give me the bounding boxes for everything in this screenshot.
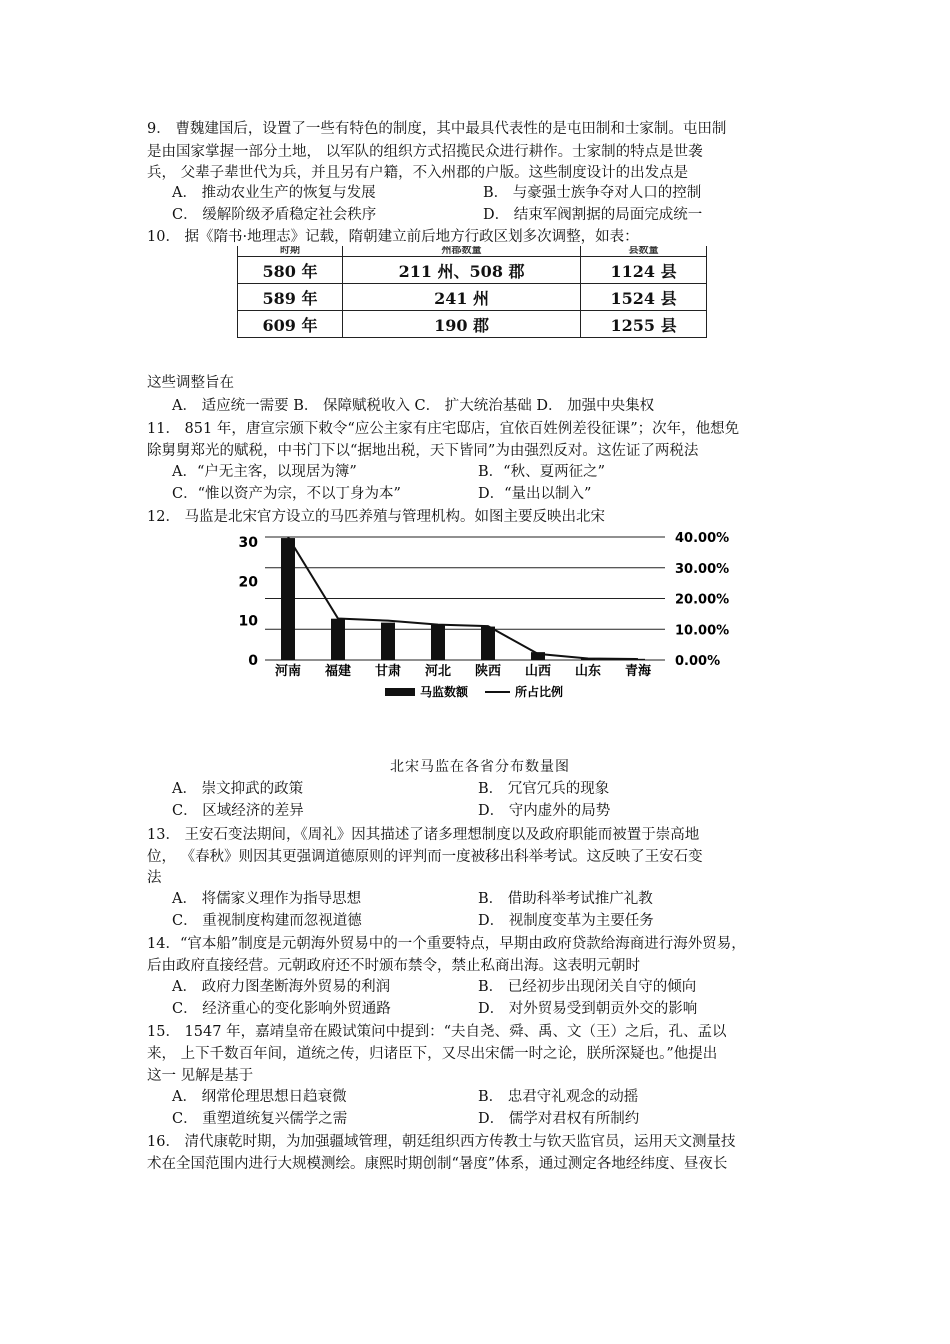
x-tick-label: 河南	[274, 664, 302, 679]
table-cell: 211 州、508 郡	[343, 257, 581, 284]
q15-option-b[interactable]: B． 忠君守礼观念的动摇	[478, 1089, 639, 1105]
y-right-tick-label: 40.00%	[675, 531, 730, 546]
y-left-tick-label: 0	[248, 653, 258, 669]
y-left-tick-label: 20	[238, 574, 258, 591]
q9-line-2: 是由国家掌握一部分土地， 以军队的组织方式招揽民众进行耕作。士家制的特点是世袭	[147, 144, 703, 160]
q15-option-c[interactable]: C． 重塑道统复兴儒学之需	[172, 1111, 348, 1127]
table-cell: 1255 县	[581, 311, 707, 338]
q13-line-2: 位， 《春秋》则因其更强调道德原则的评判而一度被移出科举考试。这反映了王安石变	[147, 849, 703, 865]
q12-option-c[interactable]: C． 区域经济的差异	[172, 803, 304, 819]
y-right-tick-label: 10.00%	[675, 623, 730, 639]
q10-line: 10． 据《隋书·地理志》记载，隋朝建立前后地方行政区划多次调整，如表：	[147, 229, 639, 245]
table-cell: 190 郡	[343, 311, 581, 338]
table-cell: 589 年	[238, 284, 343, 311]
chart-x-labels	[275, 663, 652, 679]
chart-bar	[281, 538, 295, 660]
q13-option-a[interactable]: A． 将儒家义理作为指导思想	[172, 891, 362, 907]
q15-line-3: 这一 见解是基于	[147, 1068, 254, 1084]
q11-option-d[interactable]: D．“量出以制入”	[478, 486, 592, 502]
q10-table	[237, 246, 707, 338]
chart-y-right-labels	[675, 531, 729, 669]
q9-line-3: 兵， 父辈子辈世代为兵，并且另有户籍，不入州郡的户版。这些制度设计的出发点是	[147, 165, 689, 181]
q11-line-1: 11． 851 年，唐宣宗颁下敕令“应公主家有庄宅邸店，宜依百姓例差役征课”；次年，他想免	[147, 421, 740, 437]
x-tick-label: 山东	[574, 664, 602, 679]
chart-bar	[381, 623, 395, 660]
q13-option-d[interactable]: D． 视制度变革为主要任务	[478, 913, 654, 929]
q14-line-2: 后由政府直接经营。元朝政府还不时颁布禁令，禁止私商出海。这表明元朝时	[147, 958, 640, 974]
table-cell: 580 年	[238, 257, 343, 284]
q16-line-1: 16． 清代康乾时期，为加强疆域管理，朝廷组织西方传教士与钦天监官员，运用天文测量技	[147, 1134, 736, 1150]
legend-line-label: 所占比例	[515, 685, 564, 699]
y-right-tick-label: 30.00%	[675, 561, 730, 577]
y-right-tick-label: 0.00%	[675, 654, 721, 669]
q12-option-a[interactable]: A． 崇文抑武的政策	[172, 781, 304, 797]
q14-option-a[interactable]: A． 政府力图垄断海外贸易的利润	[172, 979, 391, 995]
table-row	[238, 257, 707, 284]
q13-option-c[interactable]: C． 重视制度构建而忽视道德	[172, 913, 362, 929]
q13-line-1: 13． 王安石变法期间，《周礼》因其描述了诸多理想制度以及政府职能而被置于崇高地	[147, 827, 700, 843]
q12-chart	[230, 525, 730, 710]
x-tick-label: 甘肃	[374, 664, 402, 679]
table-header-row	[238, 246, 707, 257]
q14-option-c[interactable]: C． 经济重心的变化影响外贸通路	[172, 1001, 391, 1017]
table-header-cell: 县数量	[581, 246, 707, 257]
chart-caption: 北宋马监在各省分布数量图	[390, 759, 570, 775]
q10-options[interactable]: A． 适应统一需要 B． 保障赋税收入 C． 扩大统治基础 D． 加强中央集权	[172, 398, 655, 414]
q9-option-d[interactable]: D． 结束军阀割据的局面完成统一	[483, 207, 703, 223]
q9-option-c[interactable]: C． 缓解阶级矛盾稳定社会秩序	[172, 207, 377, 223]
table-row	[238, 284, 707, 311]
q11-option-c[interactable]: C．“惟以资产为宗，不以丁身为本”	[172, 486, 401, 502]
legend-bar-label: 马监数额	[420, 685, 469, 699]
table-cell: 1124 县	[581, 257, 707, 284]
q15-line-2: 来， 上下千数百年间，道统之传，归诸臣下，又尽出宋儒一时之论，朕所深疑也。”他提出	[147, 1046, 718, 1062]
q14-option-b[interactable]: B． 已经初步出现闭关自守的倾向	[478, 979, 697, 995]
q10-stem: 这些调整旨在	[147, 375, 234, 391]
chart-bar	[481, 627, 495, 660]
y-left-tick-label: 10	[238, 613, 258, 630]
chart-legend	[385, 684, 563, 699]
q13-option-b[interactable]: B． 借助科举考试推广礼教	[478, 891, 653, 907]
table-row	[238, 311, 707, 338]
q15-option-a[interactable]: A． 纲常伦理思想日趋衰微	[172, 1089, 347, 1105]
q11-option-a[interactable]: A．“户无主客，以现居为簿”	[172, 464, 357, 480]
chart-bars	[281, 538, 645, 660]
legend-bar-swatch	[385, 688, 415, 696]
q9-line-1: 9． 曹魏建国后，设置了一些有特色的制度，其中最具代表性的是屯田制和士家制。屯田制	[147, 121, 727, 137]
q13-line-3: 法	[147, 870, 162, 886]
x-tick-label: 河北	[424, 664, 452, 679]
q15-line-1: 15． 1547 年，嘉靖皇帝在殿试策问中提到：“夫自尧、舜、禹、文（王）之后，孔、孟以	[147, 1024, 727, 1040]
q11-line-2: 除舅舅郑光的赋税，中书门下以“据地出税，天下皆同”为由强烈反对。这佐证了两税法	[147, 443, 699, 459]
q11-option-b[interactable]: B．“秋、夏两征之”	[478, 464, 605, 480]
q12-option-b[interactable]: B． 冗官冗兵的现象	[478, 781, 610, 797]
q9-option-b[interactable]: B． 与豪强士族争夺对人口的控制	[483, 185, 702, 201]
q16-line-2: 术在全国范围内进行大规模测绘。康熙时期创制“暑度”体系，通过测定各地经纬度、昼夜长	[147, 1156, 728, 1172]
table-cell: 1524 县	[581, 284, 707, 311]
q14-option-d[interactable]: D． 对外贸易受到朝贡外交的影响	[478, 1001, 698, 1017]
x-tick-label: 青海	[624, 664, 652, 679]
table-cell: 241 州	[343, 284, 581, 311]
q14-line-1: 14．“官本船”制度是元朝海外贸易中的一个重要特点，早期由政府贷款给海商进行海外贸易，	[147, 936, 746, 952]
x-tick-label: 陕西	[474, 664, 502, 679]
chart-bar	[331, 619, 345, 660]
table-header-cell: 时期	[238, 246, 343, 257]
chart-y-left-labels	[239, 535, 259, 669]
q12-option-d[interactable]: D． 守内虚外的局势	[478, 803, 611, 819]
q12-line: 12． 马监是北宋官方设立的马匹养殖与管理机构。如图主要反映出北宋	[147, 509, 606, 525]
q15-option-d[interactable]: D． 儒学对君权有所制约	[478, 1111, 640, 1127]
y-right-tick-label: 20.00%	[675, 592, 730, 608]
chart-bar	[431, 625, 445, 660]
x-tick-label: 山西	[524, 664, 552, 679]
table-header-cell: 州郡数量	[343, 246, 581, 257]
table-cell: 609 年	[238, 311, 343, 338]
q9-option-a[interactable]: A． 推动农业生产的恢复与发展	[172, 185, 376, 201]
y-left-tick-label: 30	[238, 535, 258, 551]
x-tick-label: 福建	[324, 664, 352, 679]
